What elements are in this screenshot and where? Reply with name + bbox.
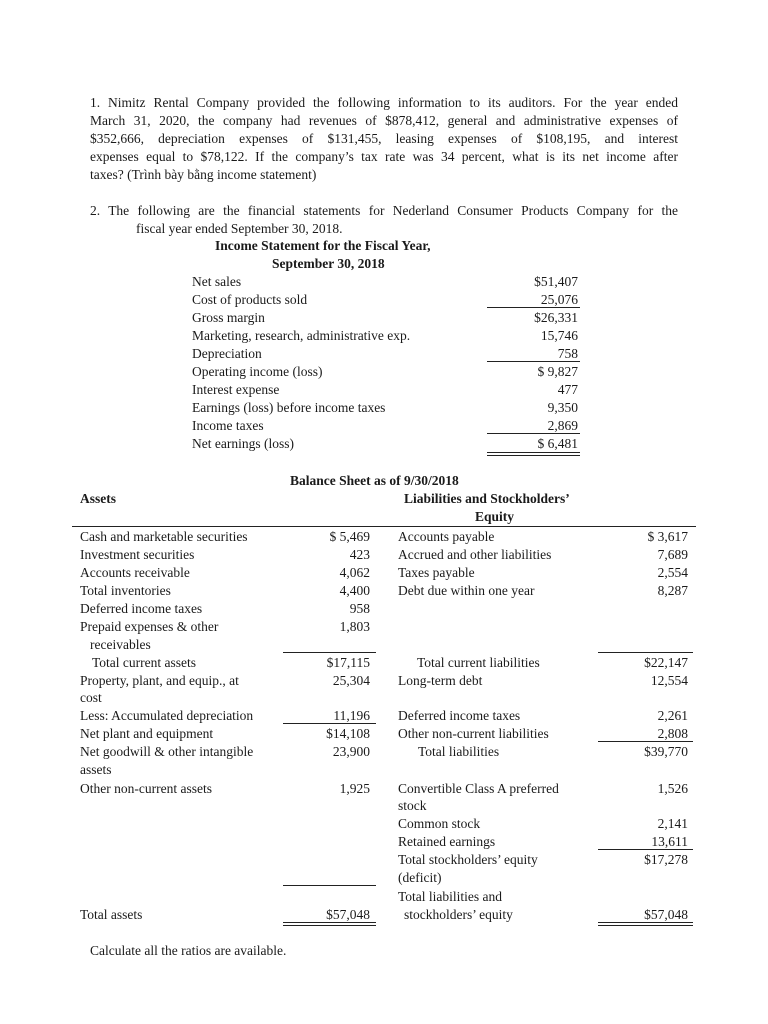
is-label: Operating income (loss): [192, 364, 323, 379]
liability-label-cont: (deficit): [398, 870, 442, 885]
asset-value: 1,803: [339, 619, 370, 634]
liability-label: Convertible Class A preferred: [398, 781, 559, 796]
problem1-line: taxes? (Trình bày bằng income statement): [90, 167, 317, 182]
asset-value: 11,196: [333, 708, 370, 723]
liability-value: $39,770: [644, 744, 688, 759]
liabilities-header: Liabilities and Stockholders’: [404, 491, 570, 506]
asset-label-cont: receivables: [90, 637, 151, 652]
liability-label: Other non-current liabilities: [398, 726, 549, 741]
liability-label: Deferred income taxes: [398, 708, 521, 723]
liability-label-cont: stock: [398, 798, 427, 813]
is-value: 9,350: [547, 400, 578, 415]
is-label: Earnings (loss) before income taxes: [192, 400, 386, 415]
asset-label-cont: cost: [80, 690, 102, 705]
asset-label: Total current assets: [92, 655, 197, 670]
rule: [283, 652, 376, 653]
balance-sheet-title: Balance Sheet as of 9/30/2018: [290, 473, 459, 488]
liability-value: 8,287: [657, 583, 688, 598]
is-label: Gross margin: [192, 310, 265, 325]
assets-header: Assets: [80, 491, 116, 506]
asset-label: Prepaid expenses & other: [80, 619, 219, 634]
liability-label: Retained earnings: [398, 834, 496, 849]
is-value: $51,407: [534, 274, 578, 289]
asset-value: $57,048: [326, 907, 370, 922]
is-label: Net earnings (loss): [192, 436, 294, 451]
problem1-line: expenses equal to $78,122. If the company’s tax rate was 34 percent, what is its net income after: [90, 149, 678, 164]
asset-value: 958: [349, 601, 370, 616]
liability-label-cont: stockholders’ equity: [404, 907, 513, 922]
liability-label: Total current liabilities: [417, 655, 540, 670]
asset-label: Total assets: [80, 907, 143, 922]
is-label: Depreciation: [192, 346, 262, 361]
asset-label: Accounts receivable: [80, 565, 190, 580]
asset-label: Other non-current assets: [80, 781, 212, 796]
income-statement-title: Income Statement for the Fiscal Year,: [215, 238, 431, 253]
rule: [283, 723, 376, 724]
liability-label: Long-term debt: [398, 673, 483, 688]
liability-value: 2,554: [657, 565, 688, 580]
is-label: Interest expense: [192, 382, 280, 397]
asset-value: $17,115: [326, 655, 370, 670]
rule: [598, 849, 693, 850]
asset-label: Deferred income taxes: [80, 601, 203, 616]
double-rule: [487, 452, 580, 456]
income-statement-subtitle: September 30, 2018: [272, 256, 385, 271]
double-rule: [598, 922, 693, 926]
asset-value: 4,062: [339, 565, 370, 580]
is-label: Net sales: [192, 274, 242, 289]
liability-label: Total liabilities: [418, 744, 500, 759]
asset-label: Total inventories: [80, 583, 171, 598]
asset-label-cont: assets: [80, 762, 112, 777]
problem2-intro-cont: fiscal year ended September 30, 2018.: [136, 221, 343, 236]
is-value: 2,869: [547, 418, 578, 433]
is-value: $ 9,827: [537, 364, 578, 379]
is-value: $ 6,481: [537, 436, 578, 451]
liability-label: Total stockholders’ equity: [398, 852, 538, 867]
liability-value: 2,808: [657, 726, 688, 741]
asset-label: Investment securities: [80, 547, 195, 562]
asset-value: 23,900: [332, 744, 370, 759]
liability-value: $22,147: [644, 655, 688, 670]
rule: [487, 361, 580, 362]
is-label: Income taxes: [192, 418, 264, 433]
is-value: 15,746: [540, 328, 578, 343]
liability-value: $17,278: [644, 852, 688, 867]
liability-value: 13,611: [651, 834, 688, 849]
problem1-line: $352,666, depreciation expenses of $131,455, leasing expenses of $108,195, and interest: [90, 131, 678, 146]
header-rule: [72, 526, 696, 527]
liability-value: $ 3,617: [647, 529, 688, 544]
liability-value: 1,526: [657, 781, 688, 796]
double-rule: [283, 922, 376, 926]
is-value: $26,331: [534, 310, 578, 325]
rule: [487, 433, 580, 434]
asset-label: Less: Accumulated depreciation: [80, 708, 254, 723]
liability-value: 2,141: [657, 816, 688, 831]
asset-label: Net plant and equipment: [80, 726, 214, 741]
liability-label: Taxes payable: [398, 565, 475, 580]
liability-value: 2,261: [657, 708, 688, 723]
is-value: 477: [557, 382, 578, 397]
liability-value: $57,048: [644, 907, 688, 922]
liability-value: 12,554: [650, 673, 688, 688]
rule: [598, 741, 693, 742]
liability-label: Debt due within one year: [398, 583, 535, 598]
asset-label: Property, plant, and equip., at: [80, 673, 239, 688]
rule: [283, 885, 376, 886]
liability-label: Accrued and other liabilities: [398, 547, 552, 562]
asset-value: 423: [349, 547, 370, 562]
asset-value: $14,108: [326, 726, 370, 741]
asset-value: 4,400: [339, 583, 370, 598]
asset-label: Cash and marketable securities: [80, 529, 248, 544]
problem1-line: 1. Nimitz Rental Company provided the following information to its auditors. For the year ended: [90, 95, 678, 110]
rule: [487, 307, 580, 308]
asset-value: 1,925: [339, 781, 370, 796]
problem1-line: March 31, 2020, the company had revenues of $878,412, general and administrative expenses of: [90, 113, 678, 128]
liability-value: 7,689: [657, 547, 688, 562]
is-value: 758: [557, 346, 578, 361]
footer-instruction: Calculate all the ratios are available.: [90, 943, 287, 958]
is-label: Marketing, research, administrative exp.: [192, 328, 411, 343]
problem2-intro: 2. The following are the financial statements for Nederland Consumer Products Company for the: [90, 203, 678, 218]
rule: [598, 652, 693, 653]
asset-value: 25,304: [332, 673, 370, 688]
liability-label: Common stock: [398, 816, 481, 831]
liability-label: Accounts payable: [398, 529, 495, 544]
asset-value: $ 5,469: [329, 529, 370, 544]
is-value: 25,076: [540, 292, 578, 307]
liabilities-header-equity: Equity: [475, 509, 515, 524]
asset-label: Net goodwill & other intangible: [80, 744, 254, 759]
is-label: Cost of products sold: [192, 292, 308, 307]
liability-label: Total liabilities and: [398, 889, 503, 904]
